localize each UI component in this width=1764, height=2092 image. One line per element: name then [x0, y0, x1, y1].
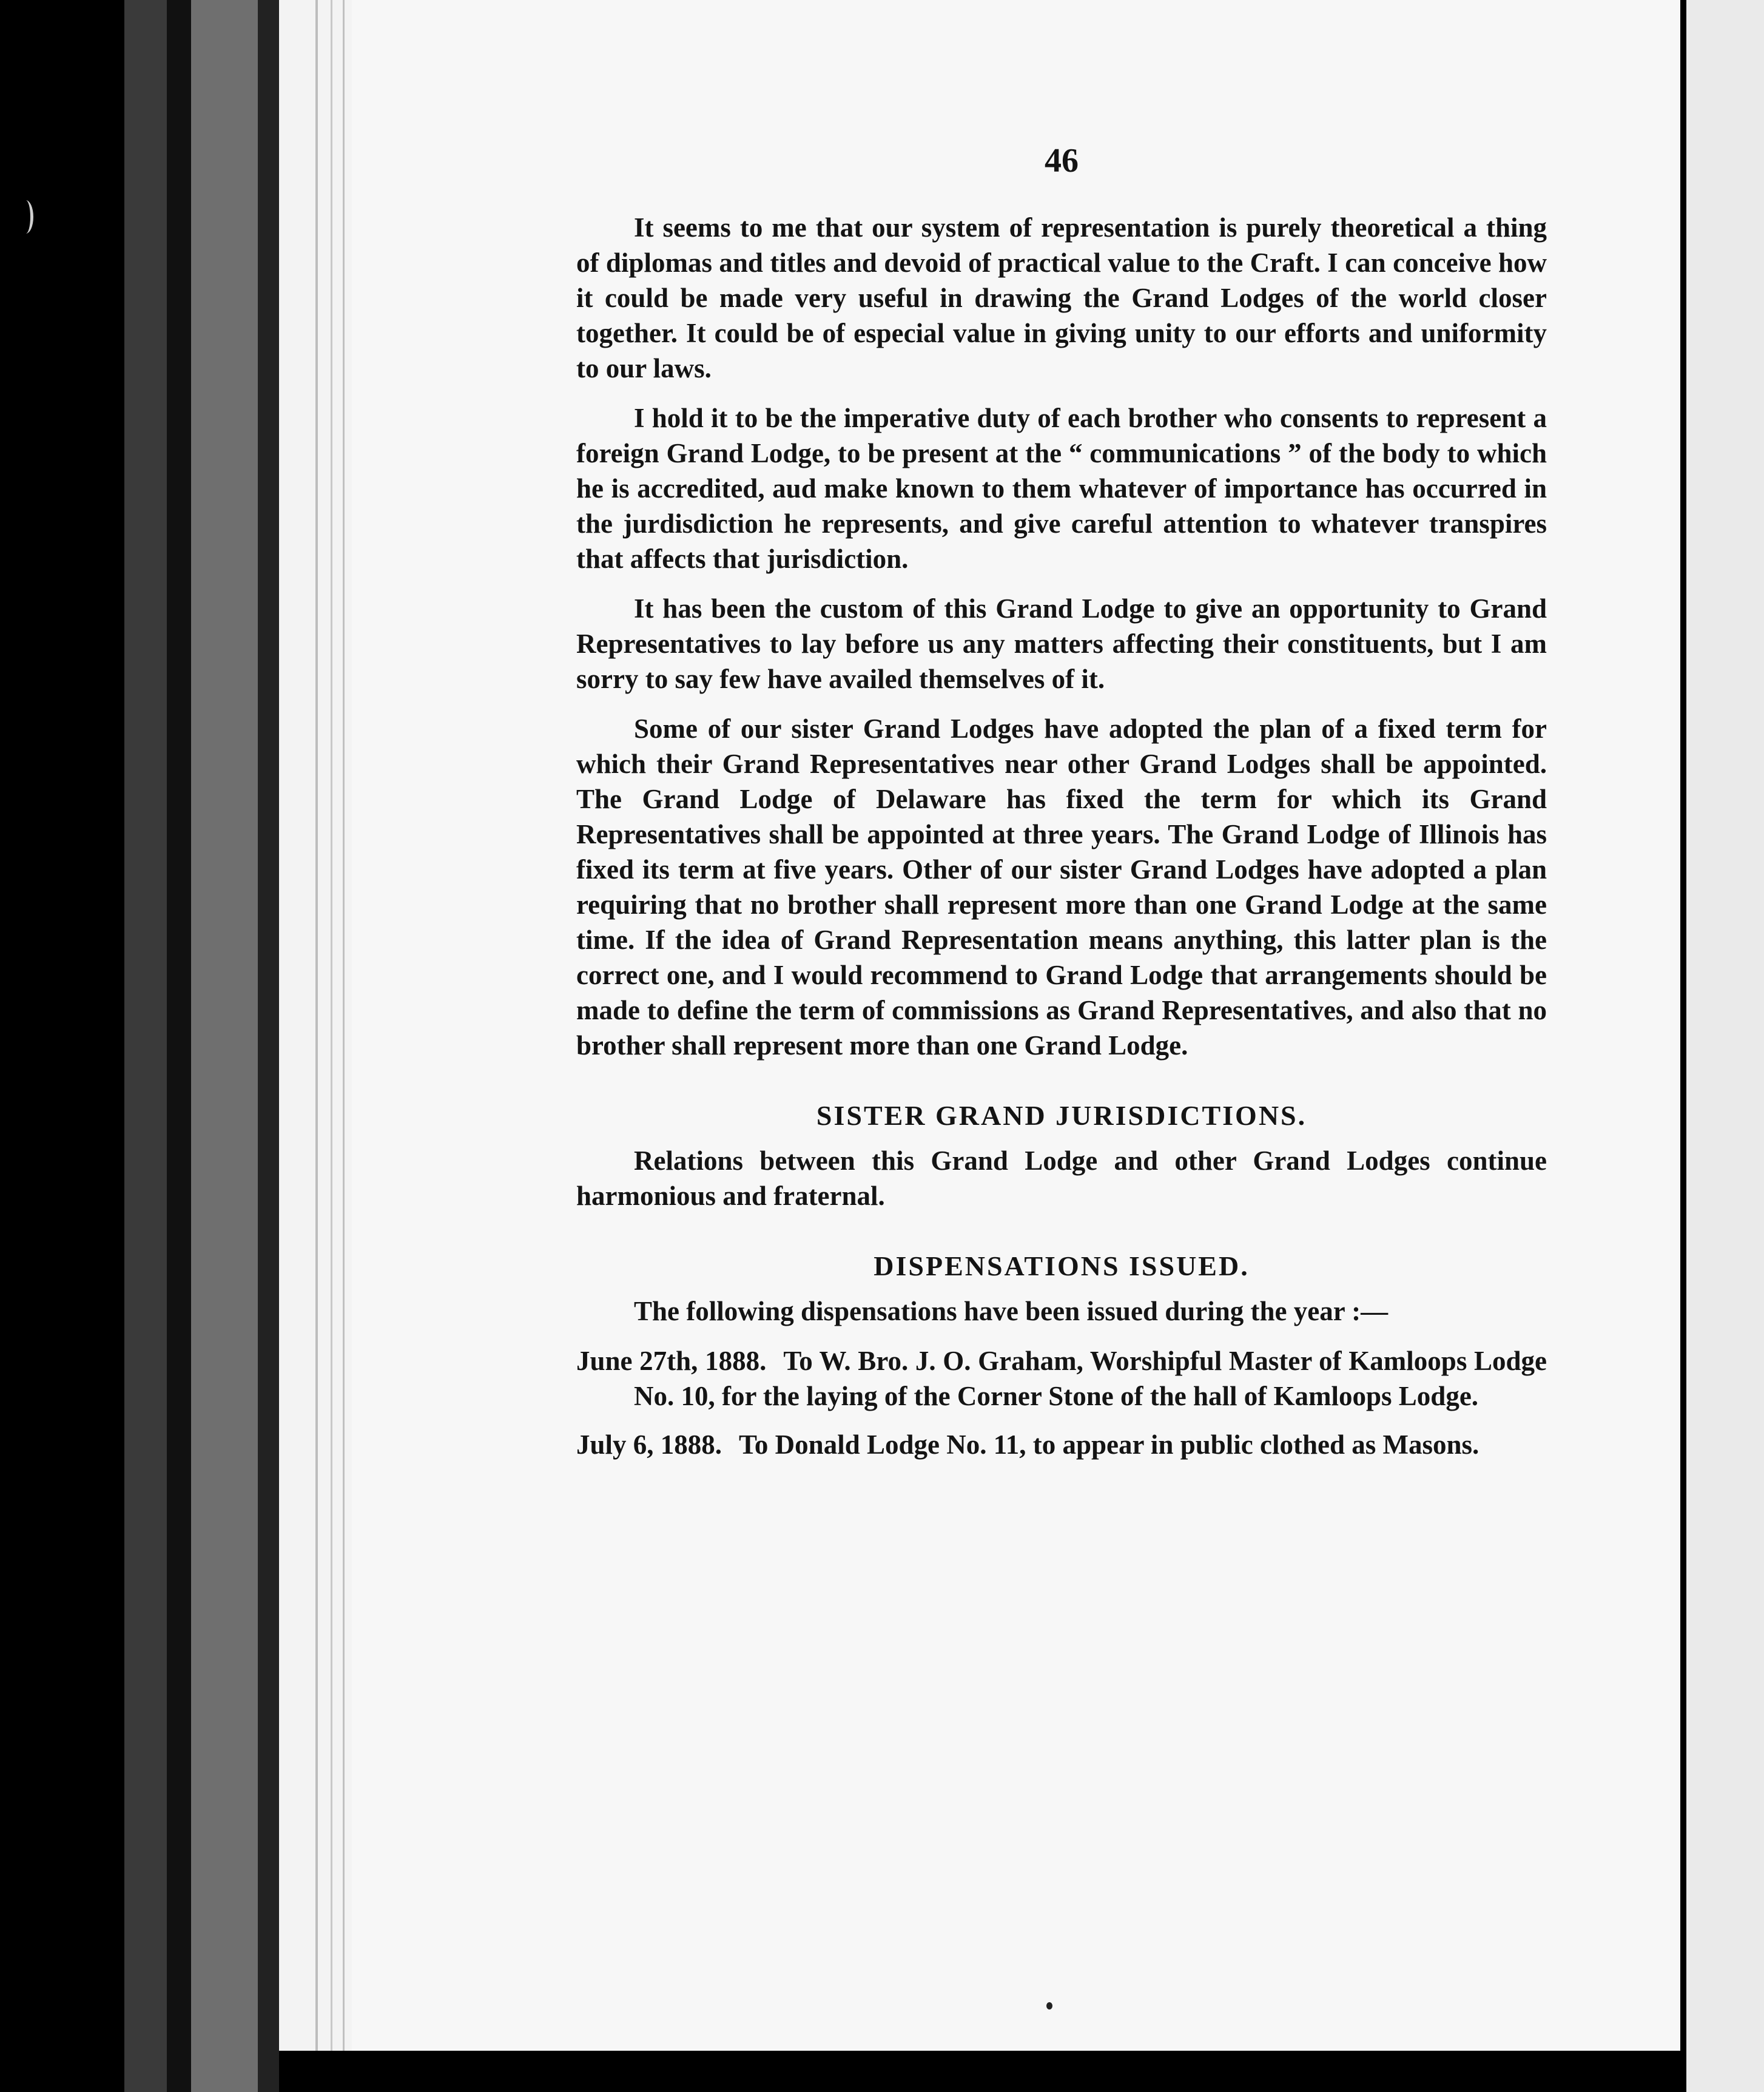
book-edge-band [191, 0, 258, 2092]
paragraph-relations: Relations between this Grand Lodge and other Grand Lodges continue harmonious and fraternal. [576, 1146, 1547, 1211]
book-edge-band [124, 0, 167, 2092]
book-edge-band [258, 0, 279, 2092]
document-page [352, 0, 1680, 2051]
ink-speck [1046, 2002, 1052, 2009]
dispensation-text: To Donald Lodge No. 11, to appear in public clothed as Masons. [739, 1429, 1480, 1460]
heading-sister-jurisdictions: SISTER GRAND JURISDICTIONS. [816, 1100, 1307, 1131]
page-stack-line [343, 0, 345, 2092]
facing-page-edge [1686, 0, 1764, 2092]
paragraph-fixed-term: Some of our sister Grand Lodges have adopted the plan of a fixed term for which their Grand Representatives near other Grand Lodges shall be appointed. The Grand Lodge of Delaware has fixed the term for which its Grand Representatives shall be appointed at three years. The Grand Lodge of Illinois has fixed its term at five years. Other of our sister Grand Lodges have adopted a plan requiring that no brother shall represent more than one Grand Lodge at the same time. If the idea of Grand Representation means anything, this latter plan is the correct one, and I would recommend to Grand Lodge that arrangements should be made to define the term of commissions as Grand Representatives, and also that no brother shall represent more than one Grand Lodge. [576, 714, 1547, 1061]
page-stack-line [315, 0, 318, 2092]
paragraph-custom: It has been the custom of this Grand Lodge to give an opportunity to Grand Representatives to lay before us any matters affecting their constituents, but I am sorry to say few have availed themselves of it. [576, 593, 1547, 694]
dispensation-text: To W. Bro. J. O. Graham, Worshipful Master of Kamloops Lodge No. 10, for the laying of the Corner Stone of the hall of Kamloops Lodge. [634, 1346, 1547, 1411]
page-number: 46 [1045, 142, 1079, 180]
dispensation-entry [576, 1343, 1547, 1414]
page-text-block [576, 140, 1547, 1476]
dispensation-entry [576, 1427, 1547, 1462]
heading-dispensations: DISPENSATIONS ISSUED. [874, 1250, 1250, 1281]
paragraph-representative-duty: I hold it to be the imperative duty of each brother who consents to represent a foreign Grand Lodge, to be present at the “ communications ” of the body to which he is accredited, aud make known to them whatever of importance has occurred in the jurdisdiction he represents, and give careful attention to whatever transpires that affects that jurisdiction. [576, 403, 1547, 574]
page-stack-line [331, 0, 332, 2092]
book-edge-band [167, 0, 191, 2092]
dispensation-date: June 27th, 1888. [576, 1346, 767, 1376]
margin-mark [18, 200, 33, 234]
paragraph-representation-system: It seems to me that our system of representation is purely theoretical a thing of diplomas and titles and devoid of practical value to the Craft. I can conceive how it could be made very useful in drawing the Grand Lodges of the world closer together. It could be of especial value in giving unity to our efforts and uniformity to our laws. [576, 212, 1547, 383]
book-edge-shadow [0, 0, 124, 2092]
dispensation-date: July 6, 1888. [576, 1429, 722, 1460]
paragraph-dispensations-intro: The following dispensations have been issued during the year :— [634, 1296, 1389, 1326]
bottom-shadow [279, 2051, 1686, 2092]
